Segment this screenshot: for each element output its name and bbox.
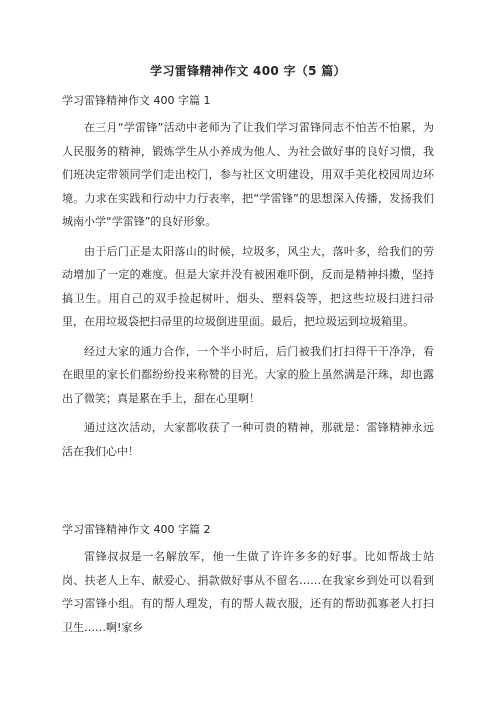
- paragraph: 由于后门正是太阳落山的时候，垃圾多，风尘大，落叶多，给我们的劳动增加了一定的难度。但是大家并没有被困难吓倒，反而是精神抖擞，坚持搞卫生。用自己的双手捡起树叶、烟头、塑料袋等，把这些垃圾扫进扫帚里，在用垃圾袋把扫帚里的垃圾倒进里面。最后，把垃圾运到垃圾箱里。: [62, 244, 434, 328]
- paragraph: 雷锋叔叔是一名解放军，他一生做了许许多多的好事。比如帮战士站岗、扶老人上车、献爱心、捐款做好事从不留名……在我家乡到处可以看到学习雷锋小组。有的帮人理发，有的帮人裁衣服，还有的帮助孤寡老人打扫卫生……啊!家乡: [62, 550, 434, 634]
- document-title: 学习雷锋精神作文 400 字（5 篇）: [150, 64, 346, 78]
- paragraph: 在三月“学雷锋”活动中老师为了让我们学习雷锋同志不怕苦不怕累，为人民服务的精神，锻炼学生从小养成为他人、为社会做好事的良好习惯，我们班决定带领同学们走出校门，参与社区文明建设，用双手美化校园周边环境。力求在实践和行动中力行表率，把“学雷锋”的思想深入传播，发扬我们城南小学“学雷锋”的良好形象。: [62, 121, 434, 228]
- essay-section-2: [62, 521, 434, 639]
- paragraph: 通过这次活动，大家都收获了一种可贵的精神，那就是：雷锋精神永远活在我们心中！: [62, 421, 434, 458]
- essay-section-1: [62, 92, 434, 463]
- section-heading: 学习雷锋精神作文 400 字篇 1: [62, 94, 211, 107]
- section-heading: 学习雷锋精神作文 400 字篇 2: [62, 523, 211, 536]
- paragraph: 经过大家的通力合作，一个半小时后，后门被我们打扫得干干净净，看在眼里的家长们都纷纷投来称赞的目光。大家的脸上虽然满是汗珠，却也露出了微笑；真是累在手上，甜在心里啊！: [62, 344, 434, 405]
- section-spacer: [62, 469, 434, 521]
